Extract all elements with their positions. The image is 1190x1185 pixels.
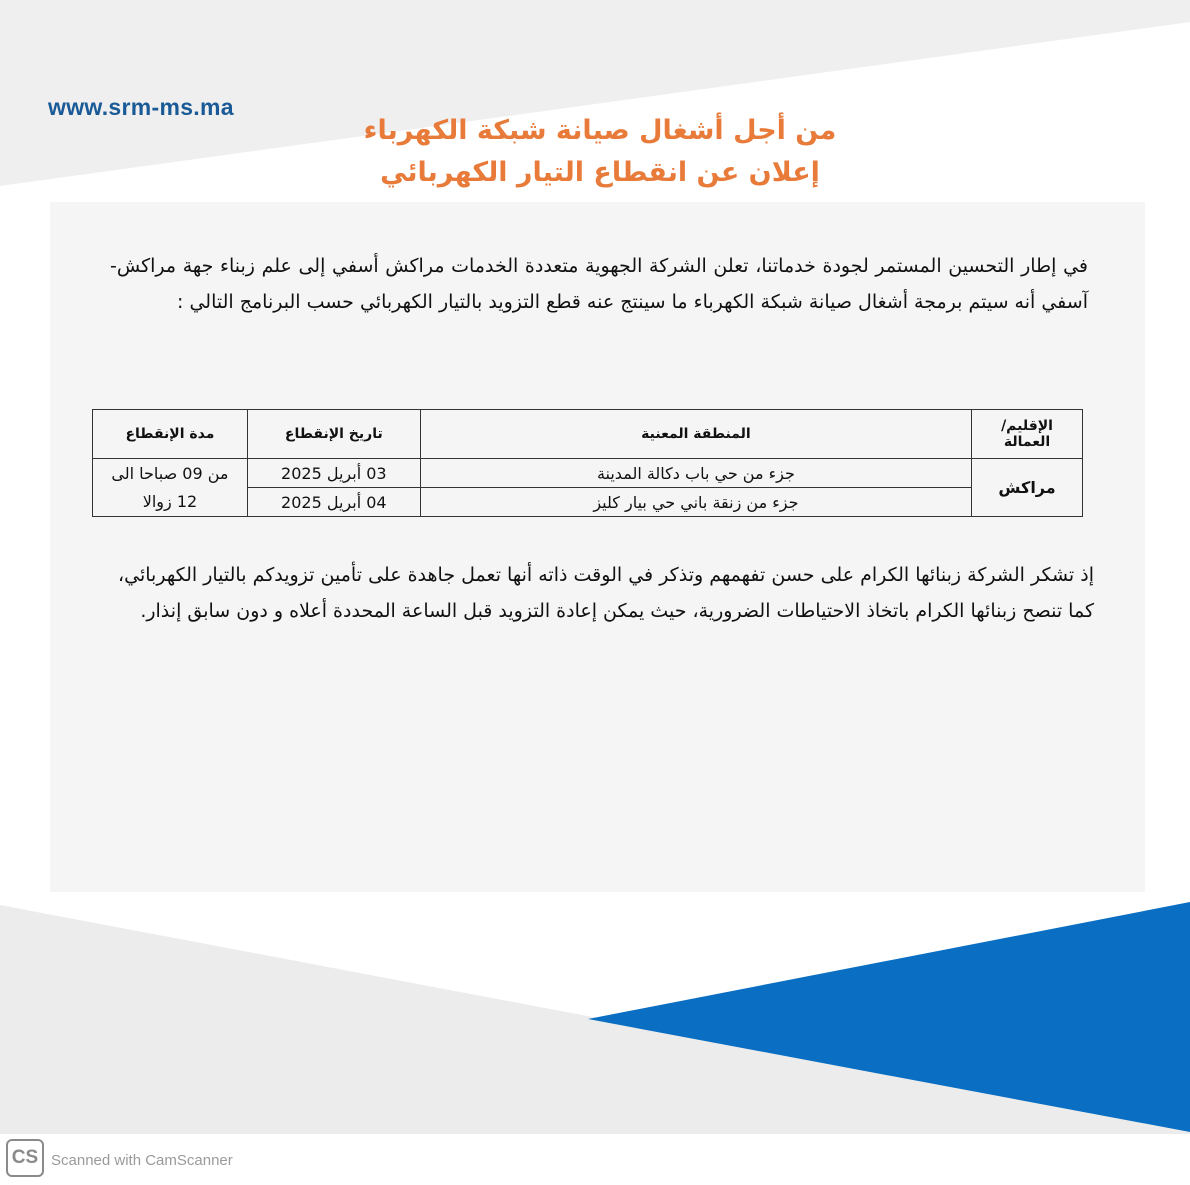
table-header-row bbox=[93, 410, 1083, 459]
header-duration: مدة الإنقطاع bbox=[93, 410, 248, 459]
title-line-2: إعلان عن انقطاع التيار الكهربائي bbox=[380, 157, 820, 188]
area-cell: جزء من زنقة باني حي بيار كليز bbox=[420, 488, 971, 517]
header-region: الإقليم/العمالة bbox=[972, 410, 1083, 459]
region-cell: مراكش bbox=[972, 459, 1083, 517]
announcement-title bbox=[300, 110, 900, 194]
intro-paragraph: في إطار التحسين المستمر لجودة خدماتنا، تعلن الشركة الجهوية متعددة الخدمات مراكش أسفي إلى علم زبناء جهة مراكش- آسفي أنه سيتم برمجة أشغال صيانة شبكة الكهرباء ما سينتج عنه قطع التزويد بالتيار الكهربائي حسب البرنامج التالي : bbox=[110, 255, 1088, 313]
header-area: المنطقة المعنية bbox=[420, 410, 971, 459]
header-date: تاريخ الإنقطاع bbox=[247, 410, 420, 459]
area-cell: جزء من حي باب دكالة المدينة bbox=[420, 459, 971, 488]
title-line-1: من أجل أشغال صيانة شبكة الكهرباء bbox=[363, 115, 837, 146]
date-cell: 03 أبريل 2025 bbox=[247, 459, 420, 488]
website-url: www.srm-ms.ma bbox=[48, 94, 234, 120]
closing-paragraph: إذ تشكر الشركة زبنائها الكرام على حسن تفهمهم وتذكر في الوقت ذاته أنها تعمل جاهدة على تأمين تزويدكم بالتيار الكهربائي، كما تنصح زبنائها الكرام باتخاذ الاحتياطات الضرورية، حيث يمكن إعادة التزويد قبل الساعة المحددة أعلاه و دون سابق إنذار. bbox=[118, 564, 1094, 622]
table-row bbox=[93, 459, 1083, 488]
camscanner-logo-icon: CS bbox=[6, 1139, 44, 1177]
scan-watermark-text: Scanned with CamScanner bbox=[51, 1152, 233, 1169]
outage-schedule-table bbox=[92, 409, 1083, 517]
duration-cell: من 09 صباحا الى 12 زوالا bbox=[93, 459, 248, 517]
date-cell: 04 أبريل 2025 bbox=[247, 488, 420, 517]
